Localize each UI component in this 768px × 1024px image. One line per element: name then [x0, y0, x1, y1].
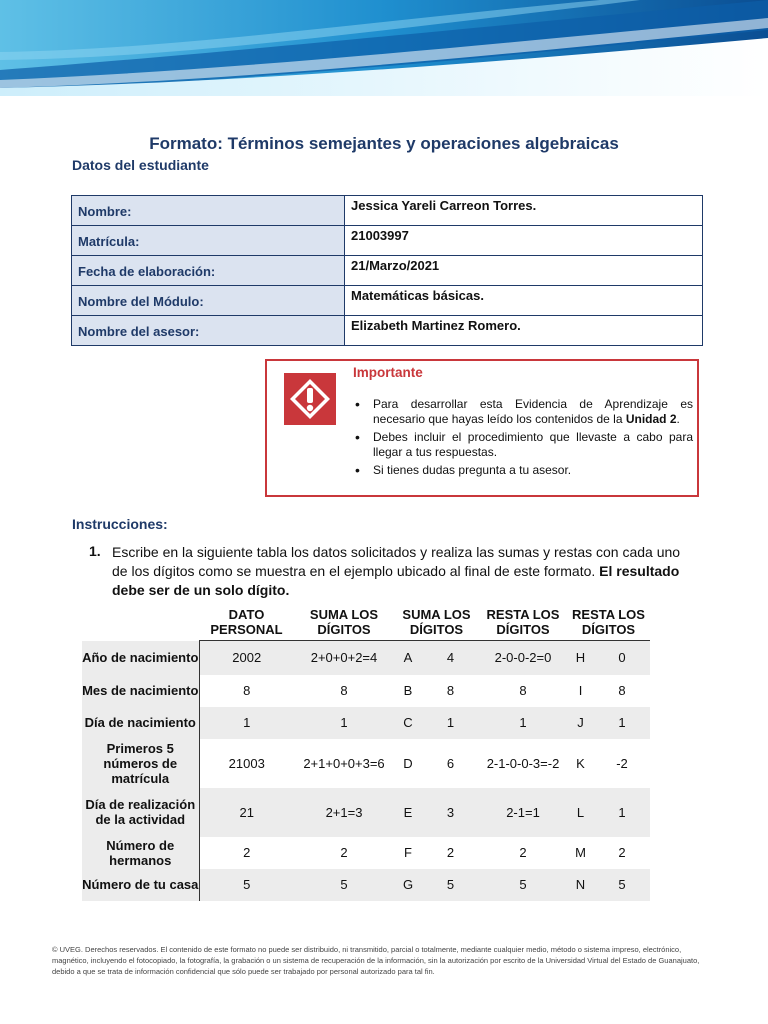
important-list [353, 397, 693, 481]
cell-suma-result: 1 [422, 707, 479, 739]
cell-resta: 2 [519, 845, 527, 860]
row-label: Número de hermanos [82, 837, 199, 869]
table-row [82, 837, 650, 869]
row-label: Primeros 5 números de matrícula [82, 739, 199, 788]
cell-suma-letter: C [394, 707, 422, 739]
cell-dato: 2 [243, 845, 251, 860]
cell-suma: 1 [294, 707, 394, 739]
row-label: Día de realización de la actividad [82, 788, 199, 837]
row-label: Año de nacimiento [82, 641, 199, 675]
row-label: Número de tu casa [82, 869, 199, 901]
field-label: Nombre del Módulo: [72, 286, 345, 316]
field-label: Nombre: [72, 196, 345, 226]
cell-suma-result: 5 [422, 869, 479, 901]
cell-resta-letter: M [575, 845, 586, 860]
cell-resta-letter: K [576, 755, 585, 771]
cell-dato: 1 [199, 707, 294, 739]
cell-suma-result: 2 [446, 845, 455, 860]
table-row [82, 869, 650, 901]
cell-dato: 21003 [228, 755, 265, 771]
table-row [72, 226, 703, 256]
cell-suma: 8 [340, 683, 348, 698]
cell-suma: 2+1=3 [294, 788, 394, 837]
step-number: 1. [89, 543, 101, 559]
table-row [82, 641, 650, 675]
column-header: DATO PERSONAL [199, 605, 294, 641]
table-row [72, 196, 703, 226]
cell-suma-letter: F [404, 845, 412, 860]
cell-resta: 2-1=1 [479, 788, 567, 837]
cell-suma: 5 [294, 869, 394, 901]
cell-resta-result: -2 [616, 755, 628, 771]
cell-suma-result: 8 [446, 683, 455, 698]
cell-resta: 2-1-0-0-3=-2 [486, 755, 560, 771]
field-value: Jessica Yareli Carreon Torres. [345, 196, 703, 226]
column-header: SUMA LOS DÍGITOS [394, 605, 479, 641]
field-label: Nombre del asesor: [72, 316, 345, 346]
cell-suma-letter: D [403, 755, 413, 771]
cell-resta-letter: L [567, 788, 594, 837]
cell-resta-result: 5 [594, 869, 650, 901]
cell-suma: 2+0+0+2=4 [294, 641, 394, 675]
field-label: Fecha de elaboración: [72, 256, 345, 286]
important-notice [265, 359, 699, 497]
cell-resta: 1 [479, 707, 567, 739]
field-value: Matemáticas básicas. [345, 286, 703, 316]
bullet-bold: Unidad 2 [625, 412, 677, 426]
cell-suma-result: 6 [446, 755, 455, 771]
table-row [82, 739, 650, 788]
cell-resta-letter: J [567, 707, 594, 739]
cell-suma: 2 [340, 845, 348, 860]
table-row [72, 286, 703, 316]
step-emphasis: El resultado debe ser de un solo dígito. [112, 563, 680, 598]
field-value: Elizabeth Martinez Romero. [345, 316, 703, 346]
cell-resta-letter: H [567, 641, 594, 675]
list-item: • Si tienes dudas pregunta a tu asesor. [353, 463, 693, 478]
cell-suma-result: 3 [422, 788, 479, 837]
field-value: 21003997 [345, 226, 703, 256]
cell-suma-result: 4 [422, 641, 479, 675]
cell-resta-result: 1 [594, 707, 650, 739]
column-header: SUMA LOS DÍGITOS [294, 605, 394, 641]
row-label: Día de nacimiento [82, 707, 199, 739]
warning-icon [284, 373, 336, 425]
cell-dato: 21 [199, 788, 294, 837]
cell-resta-result: 8 [618, 683, 626, 698]
column-header: RESTA LOS DÍGITOS [567, 605, 650, 641]
table-row [82, 707, 650, 739]
cell-resta-result: 0 [594, 641, 650, 675]
column-header: RESTA LOS DÍGITOS [479, 605, 567, 641]
cell-resta: 5 [479, 869, 567, 901]
section-subtitle: Datos del estudiante [72, 157, 209, 173]
list-item: • Debes incluir el procedimiento que llevaste a cabo para llegar a tus respuestas. [353, 430, 693, 460]
bullet-end: . [676, 412, 680, 426]
cell-resta-letter: N [567, 869, 594, 901]
table-row [72, 316, 703, 346]
page-title: Formato: Términos semejantes y operaciones algebraicas [149, 134, 619, 153]
cell-resta-result: 1 [594, 788, 650, 837]
cell-suma-letter: B [403, 683, 413, 698]
table-header-row [82, 605, 650, 641]
cell-dato: 5 [199, 869, 294, 901]
cell-resta-letter: I [578, 683, 583, 698]
cell-suma-letter: E [394, 788, 422, 837]
bullet-text: Para desarrollar esta Evidencia de Aprendizaje es necesario que hayas leído los contenidos de la [373, 397, 693, 426]
cell-suma: 2+1+0+0+3=6 [303, 755, 385, 771]
cell-suma-letter: A [394, 641, 422, 675]
cell-suma-letter: G [394, 869, 422, 901]
table-row [82, 675, 650, 707]
row-label: Mes de nacimiento [82, 675, 199, 707]
digits-table [82, 605, 650, 901]
cell-resta-result: 2 [618, 845, 626, 860]
table-row [72, 256, 703, 286]
field-value: 21/Marzo/2021 [345, 256, 703, 286]
important-title: Importante [353, 365, 423, 380]
step-text [112, 543, 698, 600]
list-item [353, 397, 693, 427]
cell-resta: 8 [519, 683, 527, 698]
cell-dato: 2002 [199, 641, 294, 675]
header-banner [0, 0, 768, 96]
copyright-footer: © UVEG. Derechos reservados. El contenido de este formato no puede ser distribuido, ni transmitido, parcial o totalmente, mediante cualquier medio, método o sistema impreso, electrónico, magnético, incluyendo el fotocopiado, la fotografía, la grabación o un sistema de recuperación de la información, sin la autorización por escrito de la Universidad Virtual del Estado de Guanajuato, debido a que se trata de información confidencial que sólo puede ser trabajado por personal autorizado para tal fin. [52, 945, 700, 976]
step-body: Escribe en la siguiente tabla los datos solicitados y realiza las sumas y restas con cada uno de los dígitos como se muestra en el ejemplo ubicado al final de este formato. [112, 544, 681, 579]
field-label: Matrícula: [72, 226, 345, 256]
instructions-heading: Instrucciones: [72, 516, 168, 532]
cell-dato: 8 [243, 683, 251, 698]
cell-resta: 2-0-0-2=0 [479, 641, 567, 675]
student-data-table [71, 195, 703, 346]
corner-cell [82, 605, 199, 641]
table-row [82, 788, 650, 837]
